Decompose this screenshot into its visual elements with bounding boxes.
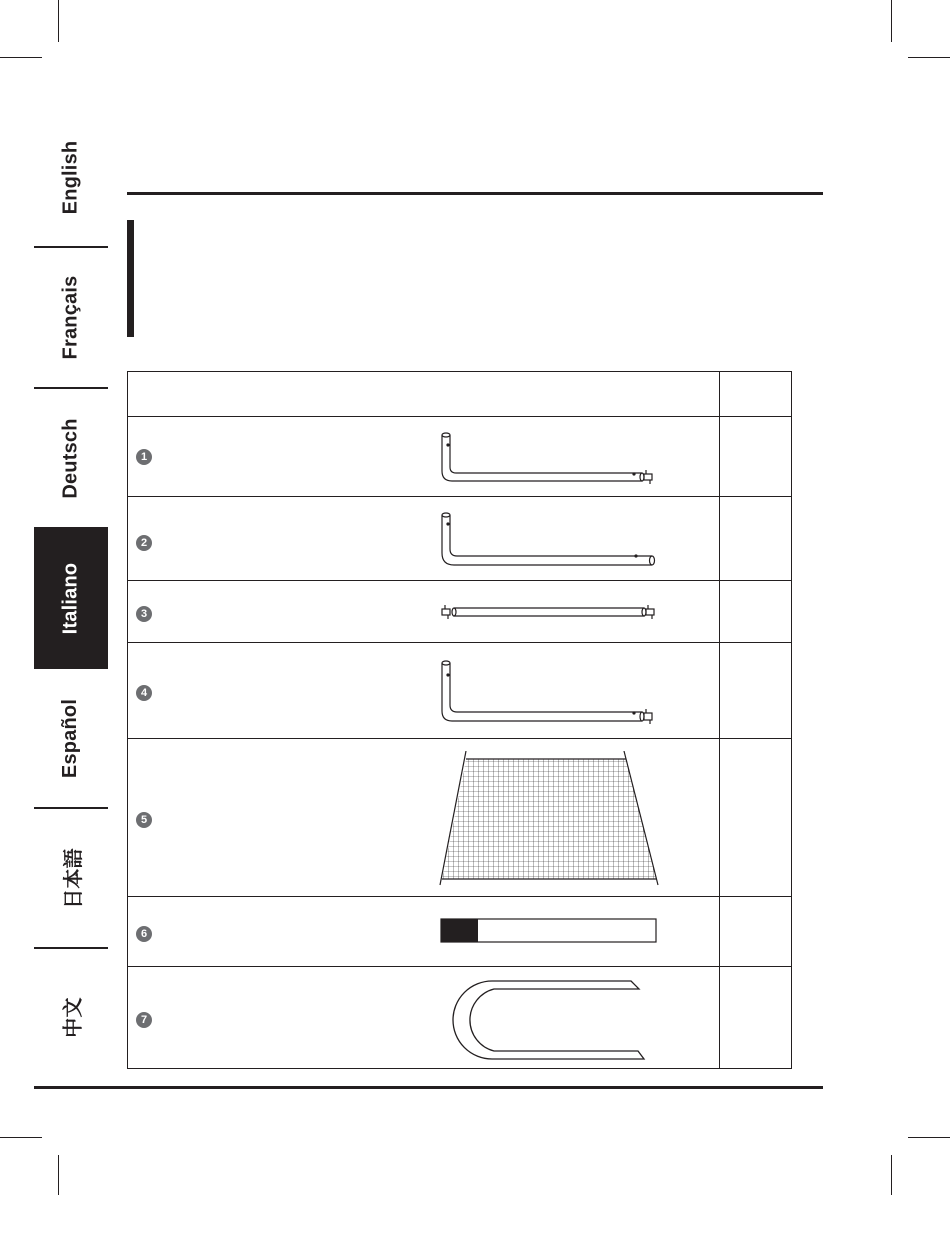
lang-tab-japanese[interactable]: [34, 809, 108, 947]
table-row: [128, 896, 791, 967]
parts-table: [127, 371, 792, 1069]
crop-mark: [0, 57, 42, 58]
lang-tab-deutsch[interactable]: [34, 389, 108, 527]
part-number-badge: 6: [136, 926, 152, 942]
crop-mark: [58, 0, 59, 42]
part-number-badge: 5: [136, 812, 152, 828]
lang-label: Deutsch: [59, 417, 82, 499]
lang-tab-francais[interactable]: [34, 248, 108, 387]
part-number-badge: 4: [136, 685, 152, 701]
lang-tab-italiano[interactable]: [34, 527, 108, 669]
l-shaped-pole-icon: [438, 657, 663, 725]
l-shaped-pole-icon: [438, 429, 663, 485]
crop-mark: [58, 1155, 59, 1195]
lang-label: 中文: [62, 997, 85, 1038]
lang-tab-espanol[interactable]: [34, 669, 108, 807]
straight-pole-icon: [440, 603, 662, 621]
crop-mark: [891, 0, 892, 42]
lang-label: Français: [59, 275, 82, 360]
table-row: [128, 496, 791, 581]
lang-label: Español: [59, 698, 82, 778]
table-row: [128, 416, 791, 497]
crop-mark: [891, 1155, 892, 1195]
table-row: [128, 966, 791, 1071]
table-header-row: [128, 372, 791, 416]
crop-mark: [908, 1137, 950, 1138]
u-stake-icon: [446, 979, 651, 1061]
crop-mark: [908, 57, 950, 58]
table-row: [128, 642, 791, 739]
lang-label: 日本語: [62, 847, 85, 909]
table-row: [128, 580, 791, 643]
header-rule: [127, 192, 823, 195]
part-number-badge: 2: [136, 535, 152, 551]
part-number-badge: 7: [136, 1012, 152, 1028]
part-number-badge: 3: [136, 606, 152, 622]
part-number-badge: 1: [136, 449, 152, 465]
lang-label: Italiano: [59, 562, 82, 634]
strap-icon: [440, 918, 658, 944]
lang-tab-english[interactable]: [34, 108, 108, 246]
lang-tab-chinese[interactable]: [34, 949, 108, 1086]
footer-rule: [34, 1086, 823, 1089]
table-row: [128, 738, 791, 897]
lang-label: English: [59, 140, 82, 214]
l-shaped-pole-icon: [438, 509, 663, 569]
section-marker-bar: [127, 220, 134, 337]
net-icon: [438, 751, 662, 887]
crop-mark: [0, 1137, 42, 1138]
